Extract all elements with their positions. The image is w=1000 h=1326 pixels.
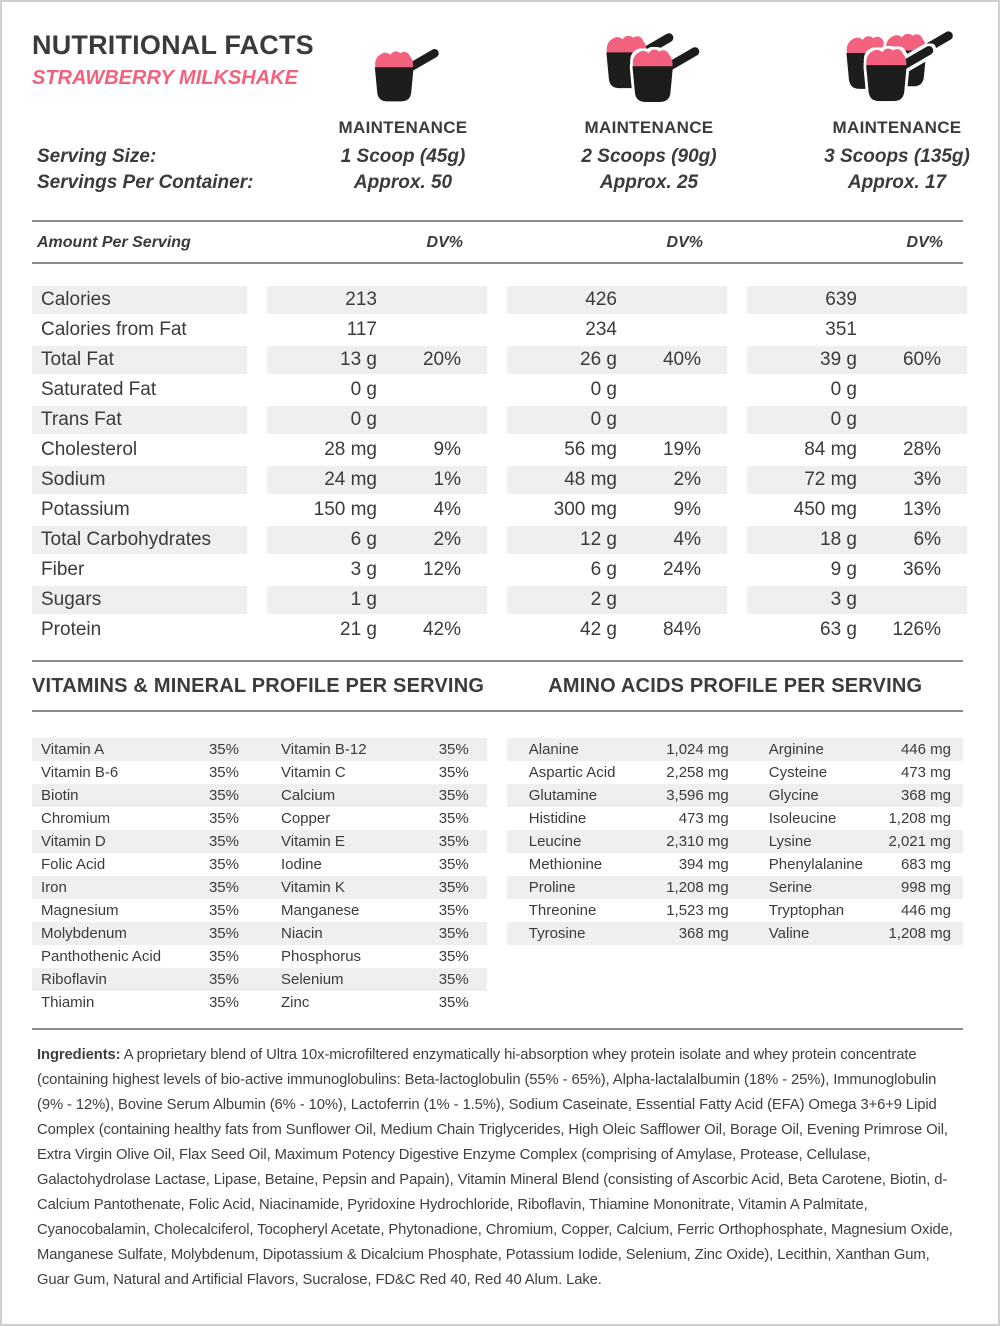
table-row [32, 286, 963, 314]
servings-value: Approx. 17 [847, 172, 947, 193]
vitamin-value: 35% [208, 925, 239, 942]
vitamin-value: 35% [438, 902, 469, 919]
amount-value: 150 mg [313, 499, 377, 520]
amino-value: 998 mg [900, 879, 951, 896]
nutrient-name: Protein [41, 619, 102, 640]
table-row [32, 556, 963, 584]
amount-value: 26 g [580, 349, 617, 370]
list-item [32, 784, 487, 807]
dv-header: DV% [426, 234, 463, 251]
list-item [507, 899, 963, 922]
vitamin-name: Panthothenic Acid [41, 948, 162, 965]
amino-value: 1,208 mg [888, 810, 951, 827]
dv-value: 24% [662, 559, 701, 580]
vitamin-value: 35% [438, 833, 469, 850]
amino-name: Lysine [768, 833, 812, 850]
divider [32, 262, 963, 264]
table-row [32, 346, 963, 374]
amino-value: 683 mg [900, 856, 951, 873]
amount-value: 39 g [820, 349, 857, 370]
vitamin-name: Vitamin B-6 [41, 764, 119, 781]
amount-value: 18 g [820, 529, 857, 550]
table-row [32, 376, 963, 404]
amount-value: 639 [825, 289, 857, 310]
vitamin-value: 35% [438, 948, 469, 965]
list-item [507, 738, 963, 761]
vitamins-title: VITAMINS & MINERAL PROFILE PER SERVING [32, 675, 485, 697]
table-row [32, 526, 963, 554]
amino-name: Cysteine [768, 764, 828, 781]
nutrient-name: Calories [32, 286, 247, 314]
vitamin-value: 35% [438, 741, 469, 758]
amount-value: 117 [346, 319, 377, 340]
amino-value: 2,310 mg [666, 833, 729, 850]
serving-size-label: Serving Size: [37, 146, 157, 167]
dv-value: 84% [662, 619, 701, 640]
nutrition-table [2, 286, 998, 644]
amino-value: 2,021 mg [888, 833, 951, 850]
amount-value: 6 g [350, 529, 377, 550]
vitamin-value: 35% [438, 971, 469, 988]
vitamin-name: Folic Acid [41, 856, 106, 873]
nutrient-name: Total Fat [32, 346, 247, 374]
dv-value: 36% [902, 559, 941, 580]
table-row [32, 436, 963, 464]
vitamin-value: 35% [438, 764, 469, 781]
flavor-subtitle: STRAWBERRY MILKSHAKE [32, 67, 298, 89]
list-item [32, 853, 487, 876]
amino-value: 446 mg [900, 902, 951, 919]
dv-value: 19% [662, 439, 701, 460]
vitamin-name: Manganese [281, 902, 360, 919]
dv-value: 2% [433, 529, 461, 550]
divider [32, 1028, 963, 1030]
vitamin-name: Selenium [281, 971, 344, 988]
vitamin-value: 35% [208, 764, 239, 781]
list-item [32, 945, 487, 968]
scoop-1-icon [293, 30, 513, 106]
amount-value: 3 g [830, 589, 857, 610]
vitamins-list [32, 738, 487, 1014]
aminos-title: AMINO ACIDS PROFILE PER SERVING [548, 675, 923, 697]
vitamin-name: Copper [281, 810, 331, 827]
amino-value: 368 mg [678, 925, 729, 942]
list-item [32, 761, 487, 784]
vitamin-value: 35% [208, 833, 239, 850]
aminos-list [507, 738, 963, 1014]
vitamin-name: Iron [41, 879, 67, 896]
dv-value: 2% [673, 469, 701, 490]
vitamin-value: 35% [438, 994, 469, 1011]
amino-value: 473 mg [900, 764, 951, 781]
table-row [32, 586, 963, 614]
amino-name: Methionine [528, 856, 603, 873]
amino-value: 1,208 mg [666, 879, 729, 896]
amino-name: Arginine [768, 741, 824, 758]
amount-value: 0 g [590, 409, 617, 430]
vitamin-name: Chromium [41, 810, 111, 827]
dv-value: 1% [433, 469, 461, 490]
vitamin-name: Vitamin D [41, 833, 106, 850]
amount-value: 12 g [580, 529, 617, 550]
amino-value: 1,208 mg [888, 925, 951, 942]
vitamin-name: Phosphorus [281, 948, 362, 965]
vitamin-value: 35% [208, 971, 239, 988]
list-item [507, 922, 963, 945]
amino-value: 446 mg [900, 741, 951, 758]
vitamin-name: Vitamin K [281, 879, 345, 896]
servings-value: Approx. 50 [353, 172, 453, 193]
profile-lists [32, 738, 963, 1014]
table-row [32, 616, 963, 644]
amino-name: Threonine [528, 902, 597, 919]
vitamin-value: 35% [208, 810, 239, 827]
amount-value: 3 g [350, 559, 377, 580]
amino-value: 1,523 mg [666, 902, 729, 919]
amount-value: 0 g [590, 379, 617, 400]
page-title: NUTRITIONAL FACTS [32, 30, 314, 60]
dv-value: 20% [422, 349, 461, 370]
vitamin-value: 35% [438, 925, 469, 942]
nutrient-name: Total Carbohydrates [32, 526, 247, 554]
scoop-2-icon [539, 30, 759, 106]
amino-name: Tryptophan [768, 902, 845, 919]
amino-name: Proline [528, 879, 576, 896]
header-top [32, 30, 963, 106]
vitamin-name: Zinc [281, 994, 310, 1011]
serving-size-value: 2 Scoops (90g) [581, 146, 717, 167]
list-item [32, 922, 487, 945]
list-item [32, 830, 487, 853]
table-row [32, 316, 963, 344]
vitamin-value: 35% [208, 879, 239, 896]
table-header-row [32, 222, 963, 262]
dv-header: DV% [906, 234, 943, 251]
list-item [32, 876, 487, 899]
list-item [507, 807, 963, 830]
serving-size-value: 1 Scoop (45g) [340, 146, 466, 167]
vitamin-value: 35% [208, 948, 239, 965]
amount-value: 6 g [590, 559, 617, 580]
list-item [507, 761, 963, 784]
amount-value: 28 mg [324, 439, 377, 460]
amount-value: 24 mg [324, 469, 377, 490]
amino-name: Leucine [528, 833, 582, 850]
vitamin-value: 35% [208, 787, 239, 804]
amount-value: 0 g [830, 379, 857, 400]
amino-name: Isoleucine [768, 810, 837, 827]
plan-label: MAINTENANCE [832, 118, 962, 137]
amount-value: 213 [345, 289, 377, 310]
serving-size-row [32, 146, 970, 168]
amount-per-serving-label: Amount Per Serving [37, 234, 191, 251]
list-item [32, 807, 487, 830]
amount-value: 48 mg [564, 469, 617, 490]
amount-value: 300 mg [553, 499, 617, 520]
table-row [32, 406, 963, 434]
amount-value: 1 g [350, 589, 377, 610]
vitamin-name: Biotin [41, 787, 79, 804]
dv-value: 28% [902, 439, 941, 460]
scoop-3-icon [787, 30, 1000, 106]
servings-per-container-row [32, 172, 963, 194]
nutrient-name: Cholesterol [41, 439, 138, 460]
dv-value: 42% [422, 619, 461, 640]
vitamin-name: Calcium [281, 787, 336, 804]
nutrient-name: Calories from Fat [41, 319, 187, 340]
vitamin-value: 35% [208, 994, 239, 1011]
vitamin-name: Vitamin B-12 [281, 741, 367, 758]
amino-name: Histidine [528, 810, 587, 827]
dv-header: DV% [666, 234, 703, 251]
vitamin-name: Magnesium [41, 902, 119, 919]
amount-value: 72 mg [804, 469, 857, 490]
nutrient-name: Sodium [32, 466, 247, 494]
dv-value: 40% [662, 349, 701, 370]
plan-label: MAINTENANCE [584, 118, 714, 137]
vitamin-value: 35% [208, 741, 239, 758]
list-item [507, 784, 963, 807]
amount-value: 0 g [350, 409, 377, 430]
amino-name: Glutamine [528, 787, 598, 804]
amount-value: 63 g [820, 619, 857, 640]
dv-value: 3% [913, 469, 941, 490]
amino-name: Tyrosine [528, 925, 586, 942]
dv-value: 4% [433, 499, 461, 520]
list-item [32, 968, 487, 991]
table-row [32, 466, 963, 494]
amino-value: 394 mg [678, 856, 729, 873]
vitamin-name: Vitamin A [41, 741, 105, 758]
plan-row [32, 118, 963, 138]
amount-value: 42 g [580, 619, 617, 640]
dv-value: 9% [433, 439, 461, 460]
list-item [32, 991, 487, 1014]
amount-value: 0 g [350, 379, 377, 400]
dv-value: 6% [913, 529, 941, 550]
vitamin-name: Molybdenum [41, 925, 127, 942]
serving-size-value: 3 Scoops (135g) [824, 146, 970, 167]
nutrient-name: Fiber [41, 559, 85, 580]
amount-value: 234 [585, 319, 617, 340]
vitamin-value: 35% [208, 902, 239, 919]
divider [32, 710, 963, 712]
list-item [507, 876, 963, 899]
amount-value: 13 g [340, 349, 377, 370]
vitamin-name: Thiamin [41, 994, 95, 1011]
amino-value: 2,258 mg [666, 764, 729, 781]
nutrient-name: Potassium [41, 499, 130, 520]
amino-name: Valine [768, 925, 810, 942]
amino-name: Serine [768, 879, 813, 896]
amount-value: 56 mg [564, 439, 617, 460]
dv-value: 12% [422, 559, 461, 580]
vitamin-name: Iodine [281, 856, 322, 873]
vitamin-name: Vitamin C [281, 764, 346, 781]
amino-name: Aspartic Acid [528, 764, 616, 781]
plan-label: MAINTENANCE [338, 118, 468, 137]
vitamin-value: 35% [438, 879, 469, 896]
nutrient-name: Saturated Fat [41, 379, 157, 400]
amino-value: 473 mg [678, 810, 729, 827]
amino-value: 368 mg [900, 787, 951, 804]
vitamin-value: 35% [438, 810, 469, 827]
dv-value: 4% [673, 529, 701, 550]
amino-name: Phenylalanine [768, 856, 863, 873]
amino-name: Glycine [768, 787, 819, 804]
servings-per-container-label: Servings Per Container: [37, 172, 254, 193]
amount-value: 450 mg [793, 499, 857, 520]
dv-value: 13% [902, 499, 941, 520]
list-item [32, 899, 487, 922]
vitamin-name: Niacin [281, 925, 323, 942]
dv-value: 126% [892, 619, 941, 640]
list-item [507, 830, 963, 853]
brand-block [32, 30, 314, 106]
list-item [32, 738, 487, 761]
amount-value: 84 mg [804, 439, 857, 460]
amount-value: 426 [585, 289, 617, 310]
vitamin-name: Riboflavin [41, 971, 107, 988]
ingredients-paragraph [32, 1043, 963, 1293]
amount-value: 9 g [830, 559, 857, 580]
vitamin-value: 35% [438, 856, 469, 873]
amount-value: 351 [825, 319, 857, 340]
amino-value: 1,024 mg [666, 741, 729, 758]
vitamin-value: 35% [208, 856, 239, 873]
ingredients-label: Ingredients: [37, 1047, 121, 1063]
vitamin-value: 35% [438, 787, 469, 804]
vitamin-name: Vitamin E [281, 833, 345, 850]
amino-name: Alanine [528, 741, 579, 758]
dv-value: 60% [902, 349, 941, 370]
amount-value: 21 g [340, 619, 377, 640]
table-row [32, 496, 963, 524]
amino-value: 3,596 mg [666, 787, 729, 804]
nutrient-name: Trans Fat [32, 406, 247, 434]
amount-value: 2 g [590, 589, 617, 610]
nutrient-name: Sugars [32, 586, 247, 614]
list-item [507, 853, 963, 876]
amount-value: 0 g [830, 409, 857, 430]
servings-value: Approx. 25 [599, 172, 699, 193]
ingredients-text: A proprietary blend of Ultra 10x-microfiltered enzymatically hi-absorption whey protein isolate and whey protein concentrate (containing highest levels of bio-active immunoglobulins: Beta-lactoglobulin (55% - 65%), Alpha-lactalalbumin (18% - 25%), Immunoglobulin (9% - 12%), Bovine Serum Albumin (6% - 10%), Lactoferrin (1% - 1.5%), Sodium Caseinate, Essential Fatty Acid (EFA) Omega 3+6+9 Lipid Complex (containing healthy fats from Sunflower Oil, Medium Chain Triglycerides, High Oleic Safflower Oil, Borage Oil, Evening Primrose Oil, Extra Virgin Olive Oil, Flax Seed Oil, Maximum Potency Digestive Enzyme Complex (comprising of Amylase, Protease, Cellulase, Galactohydrolase Lactase, Lipase, Betaine, Pepsin and Papain), Vitamin Mineral Blend (consisting of Ascorbic Acid, Beta Carotene, Biotin, d-Calcium Pantothenate, Folic Acid, Niacinamide, Pyridoxine Hydrochloride, Riboflavin, Thiamine Mononitrate, Vitamin A Palmitate, Cyanocobalamin, Cholecalciferol, Tocopheryl Acetate, Phytonadione, Chromium, Copper, Calcium, Ferric Orthophosphate, Magnesium Oxide, Manganese Sulfate, Molybdenum, Dipotassium & Dicalcium Phosphate, Potassium Iodide, Selenium, Zinc Oxide), Lecithin, Xanthan Gum, Guar Gum, Natural and Artificial Flavors, Sucralose, FD&C Red 40, Red 40 Alum. Lake. [37, 1047, 953, 1288]
dv-value: 9% [673, 499, 701, 520]
profile-titles [32, 662, 963, 710]
